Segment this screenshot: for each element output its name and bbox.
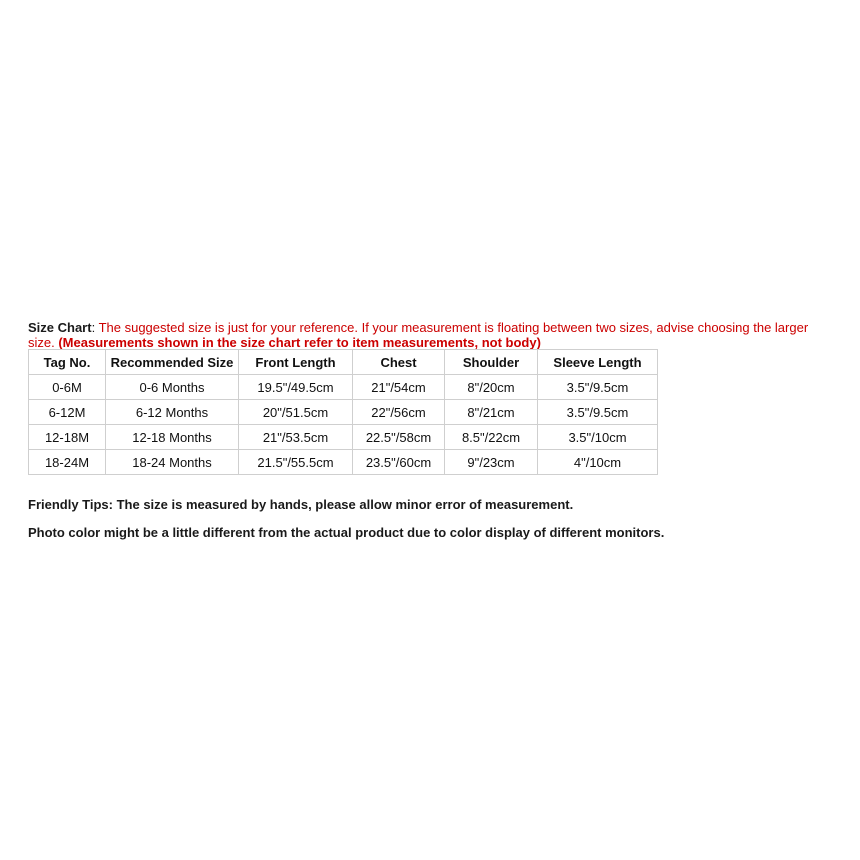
header-sleeve-length: Sleeve Length [538, 350, 658, 375]
cell-sleeve-length: 3.5"/9.5cm [538, 400, 658, 425]
cell-sleeve-length: 3.5"/9.5cm [538, 375, 658, 400]
header-shoulder: Shoulder [445, 350, 538, 375]
cell-shoulder: 8.5"/22cm [445, 425, 538, 450]
table-header-row [29, 350, 658, 375]
photo-color-note: Photo color might be a little different from the actual product due to color display of different monitors. [28, 525, 665, 540]
header-tag-no: Tag No. [29, 350, 106, 375]
cell-chest: 21"/54cm [353, 375, 445, 400]
header-recommended-size: Recommended Size [106, 350, 239, 375]
cell-front-length: 19.5"/49.5cm [239, 375, 353, 400]
cell-chest: 22"/56cm [353, 400, 445, 425]
cell-recommended-size: 0-6 Months [106, 375, 239, 400]
size-chart-description: The suggested size is just for your reference. If your measurement is floating between two sizes, advise choosing the larger size. [28, 320, 809, 350]
cell-chest: 22.5"/58cm [353, 425, 445, 450]
cell-sleeve-length: 4"/10cm [538, 450, 658, 475]
cell-tag-no: 6-12M [29, 400, 106, 425]
cell-tag-no: 12-18M [29, 425, 106, 450]
friendly-tips: Friendly Tips: The size is measured by hands, please allow minor error of measurement. [28, 497, 574, 512]
cell-tag-no: 18-24M [29, 450, 106, 475]
cell-front-length: 20"/51.5cm [239, 400, 353, 425]
cell-shoulder: 8"/20cm [445, 375, 538, 400]
table-row [29, 400, 658, 425]
size-chart-colon: : [91, 320, 96, 335]
cell-recommended-size: 12-18 Months [106, 425, 239, 450]
header-front-length: Front Length [239, 350, 353, 375]
size-chart-label: Size Chart [28, 320, 92, 335]
cell-front-length: 21.5"/55.5cm [239, 450, 353, 475]
cell-shoulder: 9"/23cm [445, 450, 538, 475]
cell-chest: 23.5"/60cm [353, 450, 445, 475]
size-table [28, 349, 658, 475]
size-chart-intro [28, 320, 838, 350]
header-chest: Chest [353, 350, 445, 375]
cell-tag-no: 0-6M [29, 375, 106, 400]
cell-front-length: 21"/53.5cm [239, 425, 353, 450]
table-row [29, 375, 658, 400]
size-chart-note: (Measurements shown in the size chart refer to item measurements, not body) [58, 335, 541, 350]
table-row [29, 450, 658, 475]
cell-sleeve-length: 3.5"/10cm [538, 425, 658, 450]
cell-shoulder: 8"/21cm [445, 400, 538, 425]
table-row [29, 425, 658, 450]
cell-recommended-size: 18-24 Months [106, 450, 239, 475]
cell-recommended-size: 6-12 Months [106, 400, 239, 425]
